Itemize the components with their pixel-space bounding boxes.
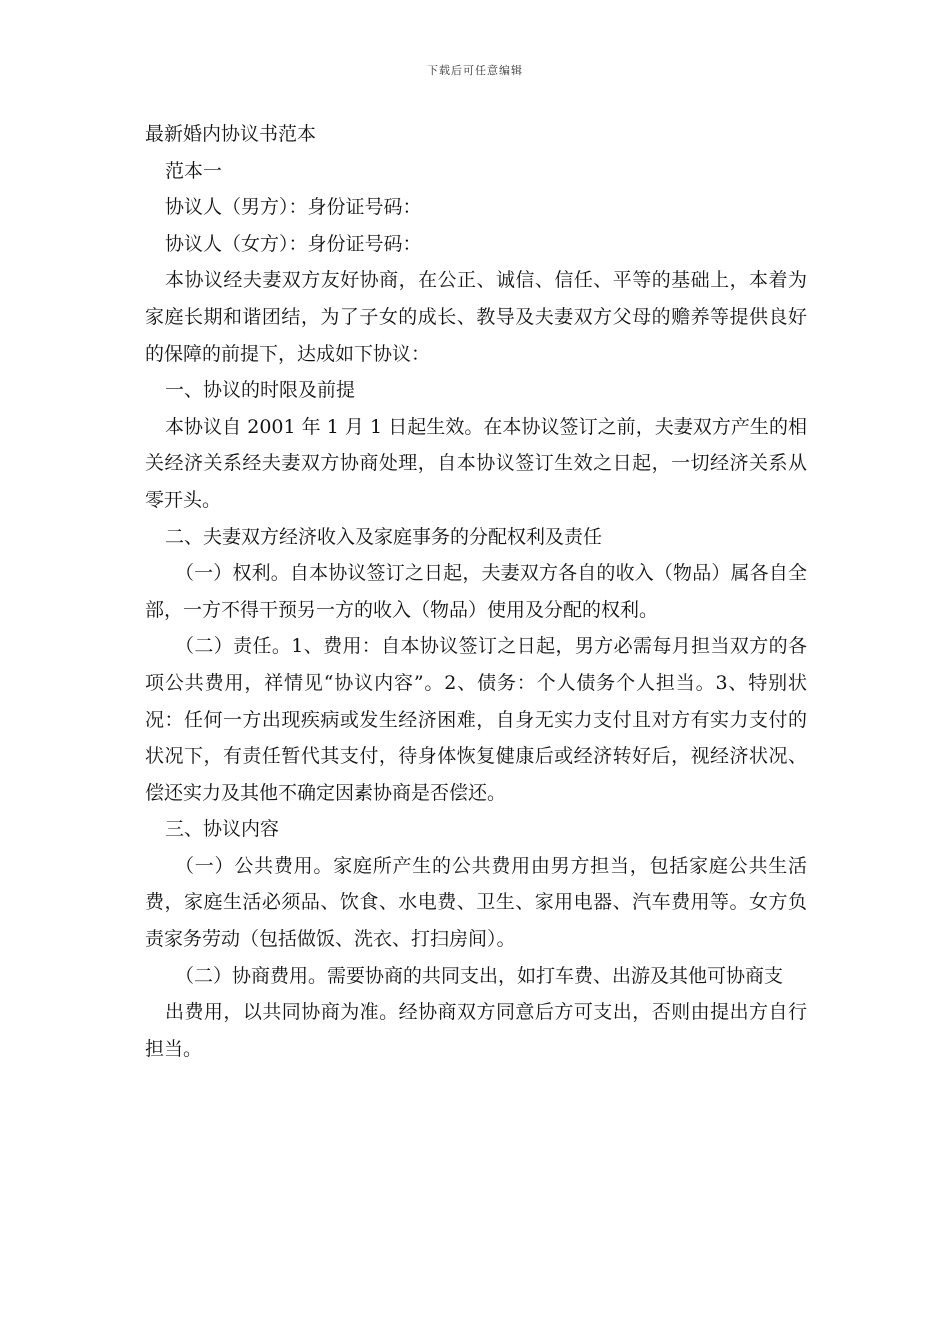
section2-rights-paragraph: （一）权利。自本协议签订之日起，夫妻双方各自的收入（物品）属各自全部，一方不得干预另一方的收入（物品）使用及分配的权利。 [145,562,807,621]
sample-label: 范本一 [165,159,223,182]
page-header-note: 下载后可任意编辑 [427,64,523,77]
section3-negotiated-continuation: 出费用，以共同协商为准。经协商双方同意后方可支出，否则由提出方自行担当。 [145,1001,807,1060]
document-body [145,116,807,1067]
section2-duties-paragraph: （二）责任。1、费用：自本协议签订之日起，男方必需每月担当双方的各项公共费用，祥情见“协议内容”。2、债务：个人债务个人担当。3、特别状况：任何一方出现疾病或发生经济困难，自身无实力支付且对方有实力支付的状况下，有责任暂代其支付，待身体恢复健康后或经济转好后，视经济状况、偿还实力及其他不确定因素协商是否偿还。 [145,635,807,804]
document-title: 最新婚内协议书范本 [145,123,317,145]
preamble-paragraph: 本协议经夫妻双方友好协商，在公正、诚信、信任、平等的基础上，本着为家庭长期和谐团结，为了子女的成长、教导及夫妻双方父母的赡养等提供良好的保障的前提下，达成如下协议： [145,269,807,365]
section3-heading: 三、协议内容 [165,818,280,841]
party-female-line: 协议人（女方）：身份证号码： [165,232,422,255]
section3-negotiated-paragraph: （二）协商费用。需要协商的共同支出，如打车费、出游及其他可协商支 [175,964,784,987]
section2-heading: 二、夫妻双方经济收入及家庭事务的分配权利及责任 [165,525,603,548]
section1-paragraph: 本协议自 2001 年 1 月 1 日起生效。在本协议签订之前，夫妻双方产生的相关经济关系经夫妻双方协商处理，自本协议签订生效之日起，一切经济关系从零开头。 [145,415,807,511]
party-male-line: 协议人（男方）：身份证号码： [165,196,422,219]
section1-heading: 一、协议的时限及前提 [165,379,356,402]
section3-public-paragraph: （一）公共费用。家庭所产生的公共费用由男方担当，包括家庭公共生活费，家庭生活必须品、饮食、水电费、卫生、家用电器、汽车费用等。女方负责家务劳动（包括做饭、洗衣、打扫房间）。 [145,854,807,951]
